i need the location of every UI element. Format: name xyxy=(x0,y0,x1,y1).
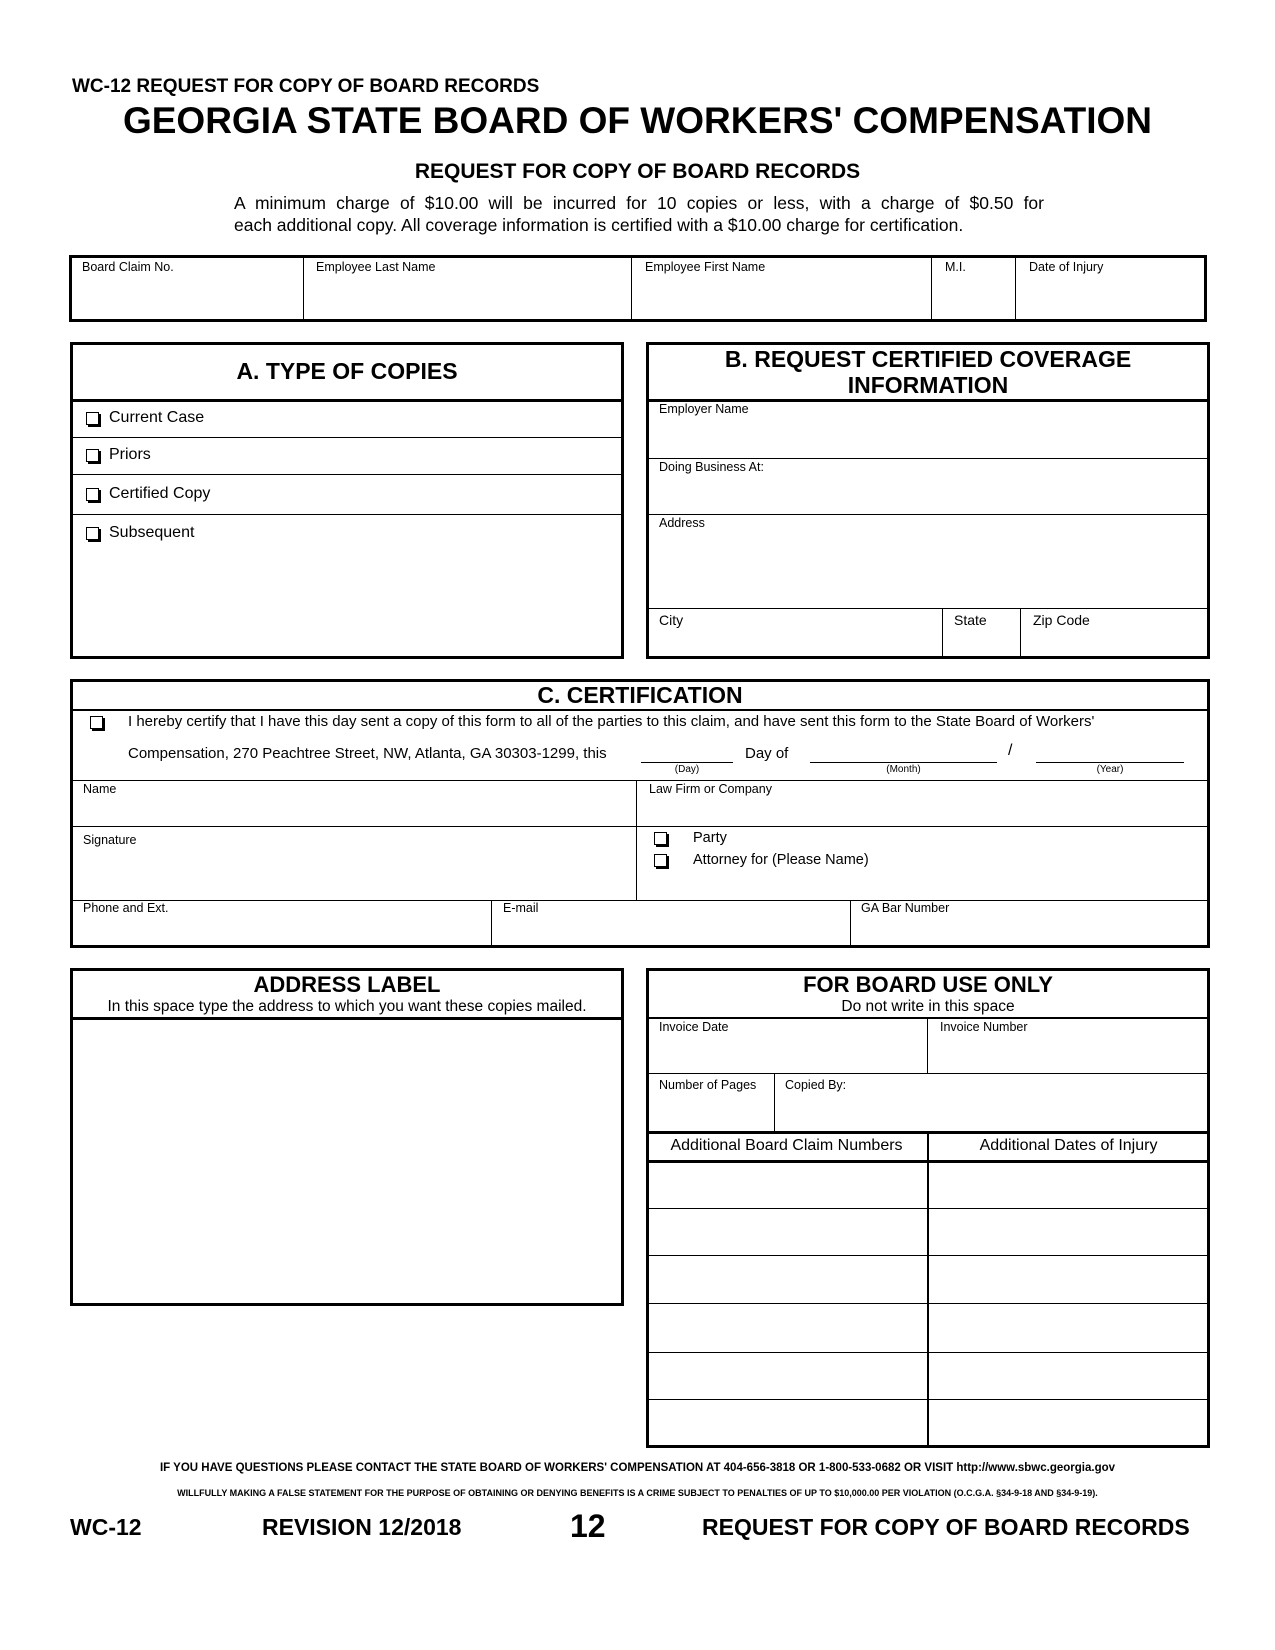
invoice-number-label: Invoice Number xyxy=(940,1020,1028,1034)
checkbox-certified-copy[interactable] xyxy=(86,485,210,503)
board-use-subtitle: Do not write in this space xyxy=(841,998,1015,1015)
law-firm-field[interactable]: Law Firm or Company xyxy=(649,782,772,796)
footer-form-number: WC-12 xyxy=(70,1514,142,1540)
copied-by-label: Copied By: xyxy=(785,1078,847,1092)
zip-code-field[interactable]: Zip Code xyxy=(1033,612,1090,628)
section-c-title: C. CERTIFICATION xyxy=(537,682,743,708)
checkbox-attorney[interactable] xyxy=(654,852,869,868)
section-a-title: A. TYPE OF COPIES xyxy=(236,358,458,384)
option-label: Certified Copy xyxy=(109,485,211,502)
address-input-area[interactable] xyxy=(74,1021,620,1301)
checkbox-icon[interactable] xyxy=(86,412,99,425)
additional-claim-numbers-header: Additional Board Claim Numbers xyxy=(670,1137,903,1154)
name-field[interactable]: Name xyxy=(83,782,117,796)
employee-first-name-field[interactable]: Employee First Name xyxy=(645,260,766,274)
mi-field[interactable]: M.I. xyxy=(945,260,966,274)
invoice-date-label: Invoice Date xyxy=(659,1020,729,1034)
ga-bar-number-field[interactable]: GA Bar Number xyxy=(861,901,950,915)
page-number: 12 xyxy=(570,1508,606,1544)
checkbox-icon[interactable] xyxy=(86,488,99,501)
checkbox-party[interactable] xyxy=(654,830,727,846)
checkbox-icon[interactable] xyxy=(654,832,667,845)
checkbox-priors[interactable] xyxy=(86,446,151,464)
state-field[interactable]: State xyxy=(954,612,987,628)
option-label: Subsequent xyxy=(109,524,195,541)
option-label: Party xyxy=(693,830,727,846)
footer-form-title: REQUEST FOR COPY OF BOARD RECORDS xyxy=(702,1514,1190,1540)
signature-field[interactable]: Signature xyxy=(83,833,137,847)
address-label-subtitle: In this space type the address to which you want these copies mailed. xyxy=(107,998,587,1015)
certify-text: I hereby certify that I have this day sent a copy of this form to all of the parties to this claim, and have sent this form to the State Board of Workers' xyxy=(128,713,1095,730)
option-label: Priors xyxy=(109,446,151,463)
certify-checkbox[interactable] xyxy=(90,716,103,729)
form-id-line: WC-12 REQUEST FOR COPY OF BOARD RECORDS xyxy=(72,76,540,97)
employee-last-name-field[interactable]: Employee Last Name xyxy=(316,260,436,274)
email-field[interactable]: E-mail xyxy=(503,901,539,915)
year-input[interactable] xyxy=(1036,762,1184,763)
page-subtitle: REQUEST FOR COPY OF BOARD RECORDS xyxy=(414,160,861,183)
address-label-title: ADDRESS LABEL xyxy=(253,972,441,997)
additional-dates-header: Additional Dates of Injury xyxy=(979,1137,1158,1154)
option-label: Current Case xyxy=(109,409,205,426)
footer-contact: IF YOU HAVE QUESTIONS PLEASE CONTACT THE STATE BOARD OF WORKERS' COMPENSATION AT 404-656-3818 OR 1-800-533-0682 OR VISIT http://www.sbwc.georgia.gov xyxy=(159,1462,1116,1474)
footer-revision: REVISION 12/2018 xyxy=(262,1514,462,1540)
board-use-title: FOR BOARD USE ONLY xyxy=(803,972,1053,997)
date-of-injury-field[interactable]: Date of Injury xyxy=(1029,260,1104,274)
board-claim-no-field[interactable]: Board Claim No. xyxy=(82,260,174,274)
day-of-label: Day of xyxy=(745,745,789,762)
certify-text-2: Compensation, 270 Peachtree Street, NW, Atlanta, GA 30303-1299, this xyxy=(128,745,607,762)
date-separator: / xyxy=(1008,742,1013,759)
day-input[interactable] xyxy=(641,762,733,763)
month-input[interactable] xyxy=(810,762,997,763)
year-caption: (Year) xyxy=(1096,764,1124,775)
footer-warning: WILLFULLY MAKING A FALSE STATEMENT FOR THE PURPOSE OF OBTAINING OR DENYING BENEFITS IS A CRIME SUBJECT TO PENALTIES OF UP TO $10,000.00 PER VIOLATION (O.C.G.A. §34-9-18 AND §34-9-19). xyxy=(177,1488,1098,1498)
checkbox-icon[interactable] xyxy=(86,527,99,540)
checkbox-icon[interactable] xyxy=(654,854,667,867)
city-field[interactable]: City xyxy=(659,612,684,628)
number-of-pages-label: Number of Pages xyxy=(659,1078,757,1092)
page-title: GEORGIA STATE BOARD OF WORKERS' COMPENSATION xyxy=(122,100,1153,141)
doing-business-at-field[interactable]: Doing Business At: xyxy=(659,460,764,474)
charge-text-1: A minimum charge of $10.00 will be incurred for 10 copies or less, with a charge of $0.50 for xyxy=(234,193,1044,213)
checkbox-current-case[interactable] xyxy=(86,409,204,427)
charge-text-2: each additional copy. All coverage information is certified with a $10.00 charge for certification. xyxy=(234,215,964,235)
address-field[interactable]: Address xyxy=(659,516,705,530)
day-caption: (Day) xyxy=(674,764,700,775)
employer-name-field[interactable]: Employer Name xyxy=(659,402,749,416)
section-b-title: B. REQUEST CERTIFIED COVERAGE INFORMATION xyxy=(724,346,1132,398)
phone-field[interactable]: Phone and Ext. xyxy=(83,901,169,915)
option-label: Attorney for (Please Name) xyxy=(693,852,869,868)
checkbox-subsequent[interactable] xyxy=(86,524,194,542)
month-caption: (Month) xyxy=(886,764,921,775)
checkbox-icon[interactable] xyxy=(86,449,99,462)
